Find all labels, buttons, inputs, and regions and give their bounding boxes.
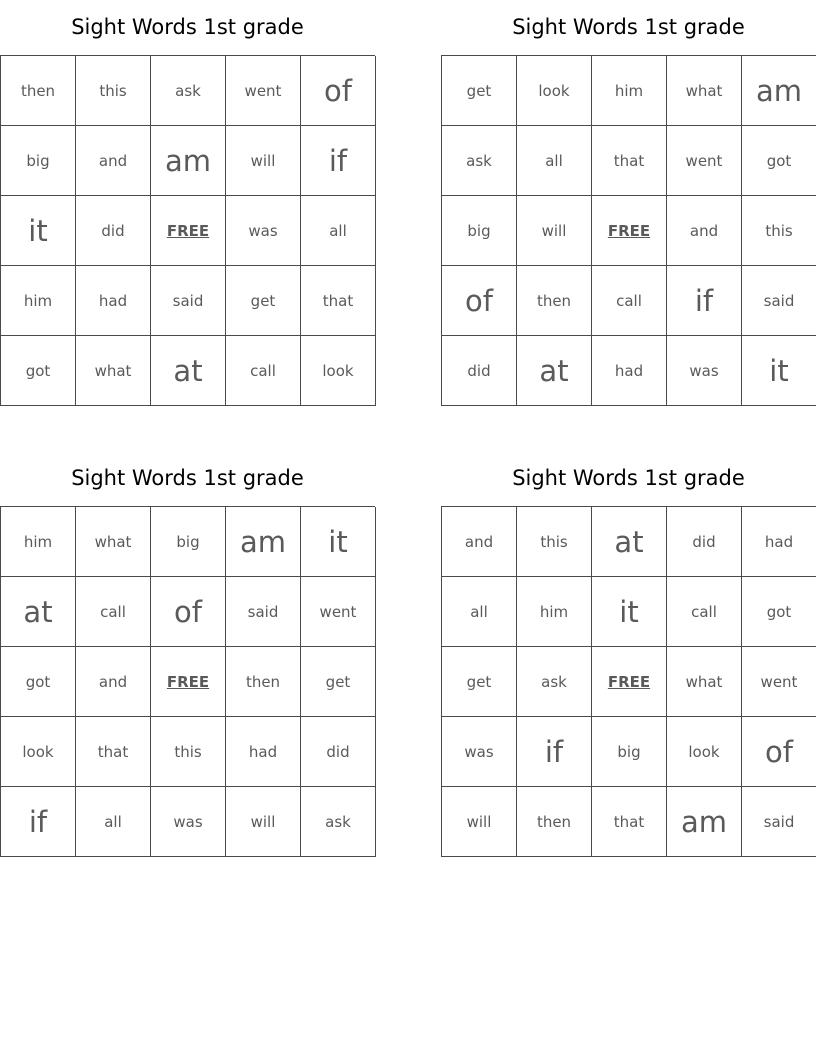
word-cell: and [76, 647, 151, 717]
word-cell: that [592, 787, 667, 857]
word-cell: big [442, 196, 517, 266]
word-cell: of [742, 717, 816, 787]
word-cell: ask [517, 647, 592, 717]
word-cell: what [76, 507, 151, 577]
word-cell: look [667, 717, 742, 787]
word-cell: will [226, 126, 301, 196]
word-cell: did [301, 717, 376, 787]
word-cell: call [226, 336, 301, 406]
word-cell: was [151, 787, 226, 857]
word-cell: what [667, 56, 742, 126]
word-cell: if [517, 717, 592, 787]
bingo-grid [441, 55, 816, 406]
free-space-cell: FREE [151, 647, 226, 717]
word-cell: said [742, 266, 816, 336]
word-cell: went [301, 577, 376, 647]
word-cell: this [76, 56, 151, 126]
word-cell: said [742, 787, 816, 857]
word-cell: ask [151, 56, 226, 126]
word-cell: said [151, 266, 226, 336]
word-cell: was [226, 196, 301, 266]
word-cell: will [226, 787, 301, 857]
word-cell: and [442, 507, 517, 577]
word-cell: got [742, 126, 816, 196]
word-cell: and [667, 196, 742, 266]
word-cell: it [592, 577, 667, 647]
word-cell: all [301, 196, 376, 266]
word-cell: call [592, 266, 667, 336]
word-cell: look [301, 336, 376, 406]
word-cell: then [1, 56, 76, 126]
bingo-grid [0, 506, 375, 857]
word-cell: at [1, 577, 76, 647]
word-cell: got [742, 577, 816, 647]
word-cell: that [301, 266, 376, 336]
word-cell: ask [442, 126, 517, 196]
word-cell: that [76, 717, 151, 787]
word-cell: call [667, 577, 742, 647]
word-cell: of [151, 577, 226, 647]
word-cell: will [517, 196, 592, 266]
word-cell: this [151, 717, 226, 787]
word-cell: had [742, 507, 816, 577]
word-cell: was [442, 717, 517, 787]
word-cell: call [76, 577, 151, 647]
word-cell: him [592, 56, 667, 126]
word-cell: if [301, 126, 376, 196]
bingo-grid [0, 55, 375, 406]
word-cell: get [226, 266, 301, 336]
word-cell: of [442, 266, 517, 336]
word-cell: said [226, 577, 301, 647]
word-cell: am [151, 126, 226, 196]
word-cell: if [1, 787, 76, 857]
word-cell: of [301, 56, 376, 126]
word-cell: then [226, 647, 301, 717]
card-title: Sight Words 1st grade [512, 466, 745, 490]
word-cell: then [517, 787, 592, 857]
word-cell: this [517, 507, 592, 577]
word-cell: got [1, 647, 76, 717]
card-title: Sight Words 1st grade [71, 466, 304, 490]
free-space-cell: FREE [592, 647, 667, 717]
word-cell: am [226, 507, 301, 577]
word-cell: had [592, 336, 667, 406]
word-cell: him [1, 266, 76, 336]
bingo-card-1 [0, 0, 375, 406]
word-cell: had [76, 266, 151, 336]
word-cell: got [1, 336, 76, 406]
free-space-cell: FREE [151, 196, 226, 266]
word-cell: went [742, 647, 816, 717]
bingo-card-2 [441, 0, 816, 406]
word-cell: that [592, 126, 667, 196]
word-cell: get [301, 647, 376, 717]
word-cell: did [442, 336, 517, 406]
card-title: Sight Words 1st grade [512, 15, 745, 39]
word-cell: big [1, 126, 76, 196]
word-cell: am [742, 56, 816, 126]
word-cell: it [1, 196, 76, 266]
word-cell: if [667, 266, 742, 336]
word-cell: did [667, 507, 742, 577]
word-cell: then [517, 266, 592, 336]
word-cell: what [667, 647, 742, 717]
word-cell: at [592, 507, 667, 577]
word-cell: big [592, 717, 667, 787]
bingo-grid [441, 506, 816, 857]
word-cell: big [151, 507, 226, 577]
free-space-cell: FREE [592, 196, 667, 266]
word-cell: what [76, 336, 151, 406]
word-cell: will [442, 787, 517, 857]
word-cell: it [742, 336, 816, 406]
word-cell: at [151, 336, 226, 406]
word-cell: all [517, 126, 592, 196]
word-cell: at [517, 336, 592, 406]
word-cell: all [76, 787, 151, 857]
word-cell: went [226, 56, 301, 126]
word-cell: get [442, 647, 517, 717]
word-cell: and [76, 126, 151, 196]
word-cell: was [667, 336, 742, 406]
word-cell: ask [301, 787, 376, 857]
word-cell: him [1, 507, 76, 577]
word-cell: look [517, 56, 592, 126]
word-cell: did [76, 196, 151, 266]
word-cell: went [667, 126, 742, 196]
word-cell: had [226, 717, 301, 787]
word-cell: get [442, 56, 517, 126]
word-cell: all [442, 577, 517, 647]
word-cell: this [742, 196, 816, 266]
bingo-card-4 [441, 451, 816, 857]
word-cell: him [517, 577, 592, 647]
word-cell: am [667, 787, 742, 857]
card-title: Sight Words 1st grade [71, 15, 304, 39]
bingo-card-3 [0, 451, 375, 857]
word-cell: it [301, 507, 376, 577]
word-cell: look [1, 717, 76, 787]
